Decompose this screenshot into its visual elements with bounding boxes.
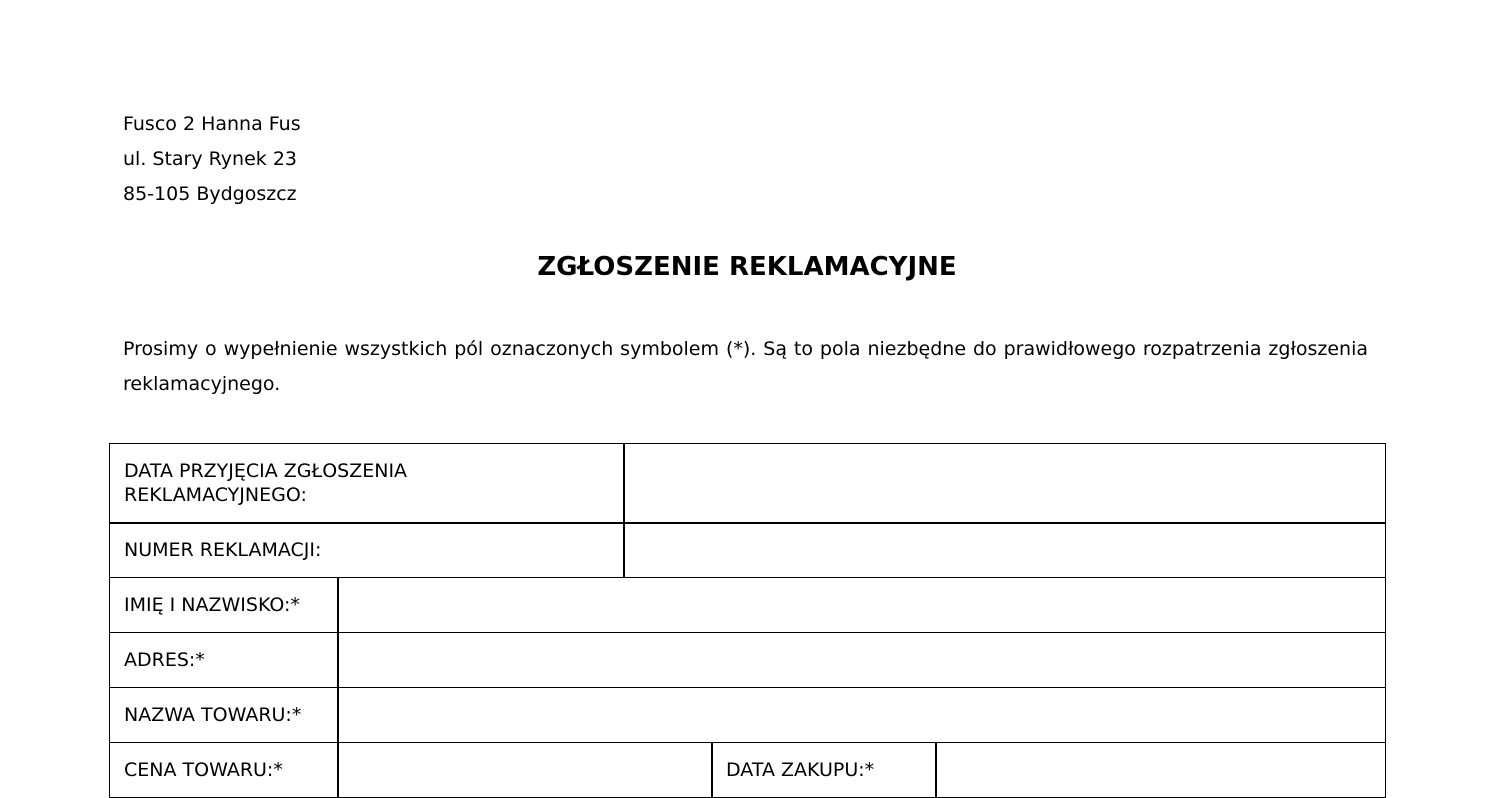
date-received-field[interactable]	[623, 443, 1386, 524]
intro-paragraph: Prosimy o wypełnienie wszystkich pól oznaczonych symbolem (*). Są to pola niezbędne do prawidłowego rozpatrzenia zgłoszenia reklamacyjnego.	[123, 332, 1368, 402]
product-name-field[interactable]	[337, 687, 1386, 744]
full-name-label: IMIĘ I NAZWISKO:*	[109, 577, 339, 634]
product-name-label: NAZWA TOWARU:*	[109, 687, 339, 744]
sender-street: ul. Stary Rynek 23	[123, 142, 297, 177]
address-label: ADRES:*	[109, 632, 339, 689]
sender-name: Fusco 2 Hanna Fus	[123, 107, 301, 142]
date-received-text: DATA PRZYJĘCIA ZGŁOSZENIA REKLAMACYJNEGO:	[124, 459, 444, 507]
purchase-date-field[interactable]	[935, 742, 1386, 798]
product-price-field[interactable]	[337, 742, 713, 798]
full-name-field[interactable]	[337, 577, 1386, 634]
document-title: ZGŁOSZENIE REKLAMACYJNE	[0, 252, 1494, 282]
address-field[interactable]	[337, 632, 1386, 689]
sender-city: 85-105 Bydgoszcz	[123, 177, 297, 212]
purchase-date-label: DATA ZAKUPU:*	[711, 742, 937, 798]
complaint-number-label: NUMER REKLAMACJI:	[109, 522, 625, 579]
date-received-label	[109, 443, 625, 524]
product-price-label: CENA TOWARU:*	[109, 742, 339, 798]
complaint-number-field[interactable]	[623, 522, 1386, 579]
